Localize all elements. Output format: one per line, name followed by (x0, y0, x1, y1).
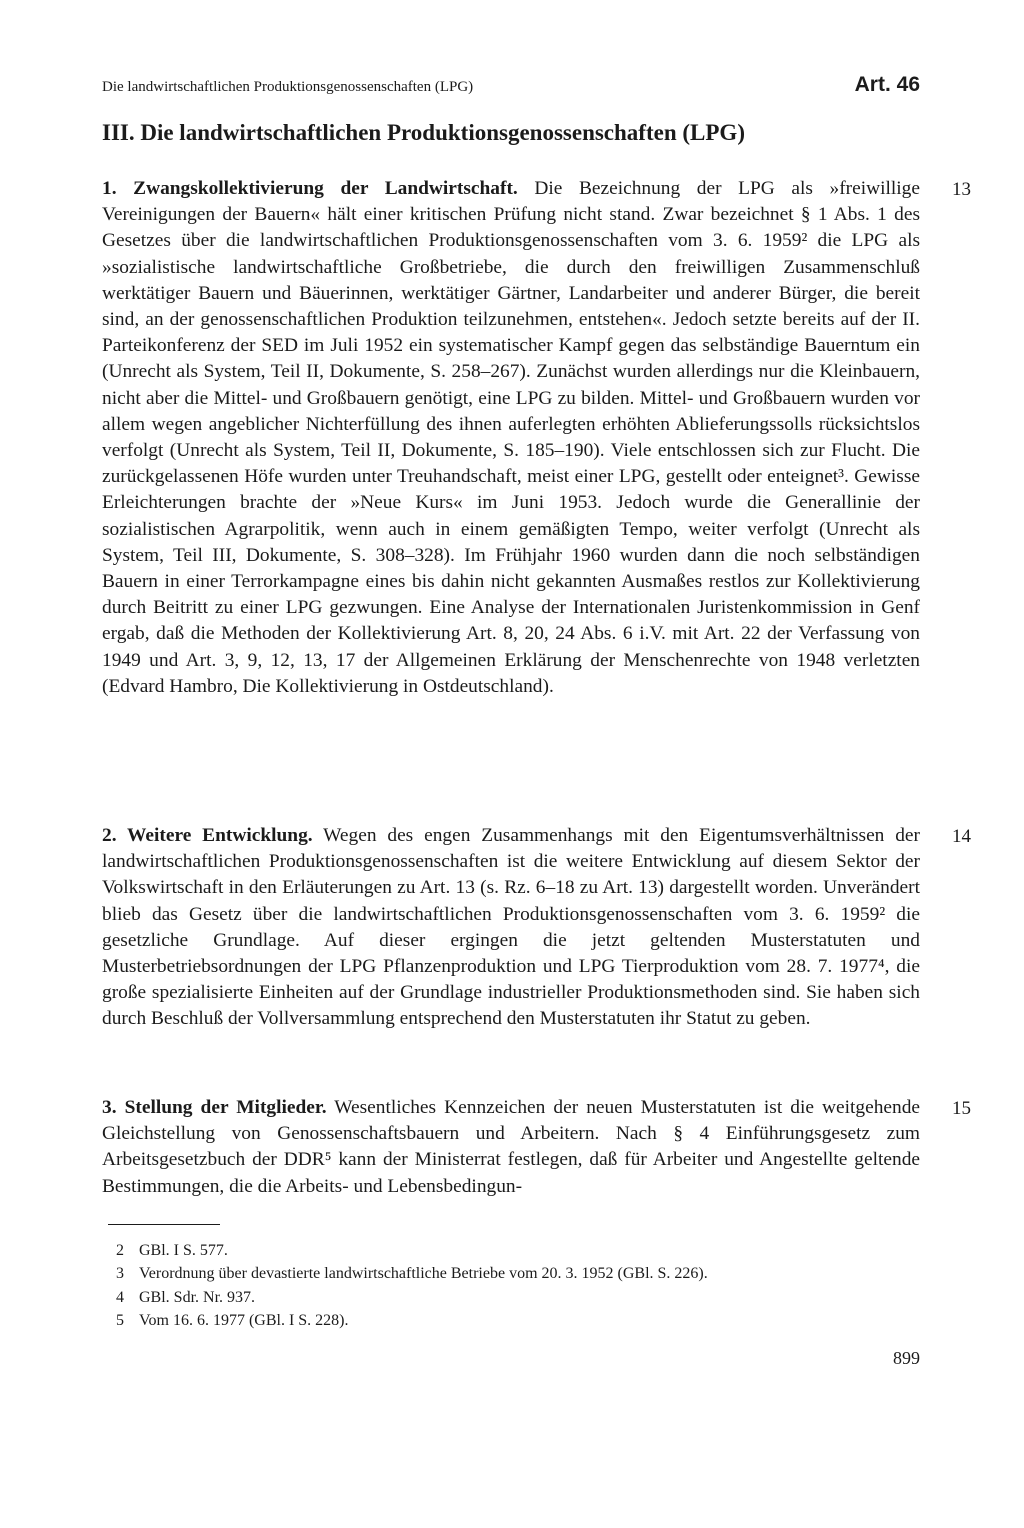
footnote-number: 2 (116, 1242, 124, 1259)
paragraph-stellung-der-mitglieder (102, 1095, 920, 1200)
paragraph-lead: 1. Zwangskollektivierung der Landwirtschaft. (102, 178, 518, 199)
footnote-text: GBl. I S. 577. (139, 1242, 228, 1259)
running-head (102, 73, 920, 102)
footnote-text: GBl. Sdr. Nr. 937. (139, 1288, 256, 1306)
paragraph-weitere-entwicklung (102, 823, 920, 1033)
paragraph-lead: 3. Stellung der Mitglieder. (102, 1097, 327, 1118)
running-head-title: Die landwirtschaftlichen Produktionsgenossenschaften (LPG) (102, 79, 474, 95)
paragraph-lead: 2. Weitere Entwicklung. (102, 825, 313, 846)
footnote-text: Verordnung über devastierte landwirtschaftliche Betriebe vom 20. 3. 1952 (GBl. S. 226). (139, 1265, 708, 1283)
footnotes (116, 1239, 896, 1332)
margin-number: 15 (952, 1098, 971, 1119)
footnote-text: Vom 16. 6. 1977 (GBl. I S. 228). (139, 1311, 349, 1329)
footnote-number: 3 (116, 1265, 124, 1283)
footnote-divider (108, 1224, 220, 1225)
article-label: Art. 46 (854, 73, 920, 96)
section-heading: III. Die landwirtschaftlichen Produktionsgenossenschaften (LPG) (102, 120, 745, 145)
footnote (116, 1262, 896, 1285)
paragraph-body: Die Bezeichnung der LPG als »freiwillige Vereinigungen der Bauern« hält einer kritischen Prüfung nicht stand. Zwar bezeichnet § 1 Abs. 1 des Gesetzes über die landwirtschaftlichen Produktionsgenossenschaften vom 3. 6. 1959² die LPG als »sozialistische landwirtschaftliche Großbetriebe, die durch den freiwilligen Zusammenschluß werktätiger Bauern und Bäuerinnen, werktätiger Gärtner, Landarbeiter und anderer Bürger, die bereit sind, an der genossenschaftlichen Produktion teilzunehmen, entstehen«. Jedoch setzte bereits auf der II. Parteikonferenz der SED im Juli 1952 ein systematischer Kampf gegen das selbständige Bauerntum ein (Unrecht als System, Teil II, Dokumente, S. 258–267). Zunächst wurden allerdings nur die Kleinbauern, nicht aber die Mittel- und Großbauern genötigt, eine LPG zu bilden. Mittel- und Großbauern wurden vor allem wegen angeblicher Nichterfüllung des ihnen auferlegten erhöhten Ablieferungssolls rücksichtslos verfolgt (Unrecht als System, Teil II, Dokumente, S. 185–190). Viele entschlossen sich zur Flucht. Die zurückgelassenen Höfe wurden unter Treuhandschaft, meist einer LPG, gestellt oder enteignet³. Gewisse Erleichterungen brachte der »Neue Kurs« im Juni 1953. Jedoch wurde die Generallinie der sozialistischen Agrarpolitik, wenn auch in einem gemäßigten Tempo, weiter verfolgt (Unrecht als System, Teil III, Dokumente, S. 308–328). Im Frühjahr 1960 wurden dann die noch selbständigen Bauern in einer Terrorkampagne eines bis dahin nicht gekannten Ausmaßes restlos zur Kollektivierung durch Beitritt zu einer LPG gezwungen. Eine Analyse der Internationalen Juristenkommission in Genf ergab, daß die Methoden der Kollektivierung Art. 8, 20, 24 Abs. 6 i.V. mit Art. 22 der Verfassung von 1949 und Art. 3, 9, 12, 13, 17 der Allgemeinen Erklärung der Menschenrechte von 1948 verletzten (Edvard Hambro, Die Kollektivierung in Ostdeutschland). (102, 178, 920, 697)
footnote-number: 5 (116, 1311, 124, 1329)
margin-number: 13 (952, 179, 971, 200)
footnote-number: 4 (116, 1288, 124, 1306)
footnote (116, 1309, 896, 1332)
margin-number: 14 (952, 826, 971, 847)
page-number: 899 (893, 1348, 920, 1368)
paragraph-body: Wesentliches Kennzeichen der neuen Musterstatuten ist die weitgehende Gleichstellung von Genossenschaftsbauern und Arbeitern. Nach § 4 Einführungsgesetz zum Arbeitsgesetzbuch der DDR⁵ kann der Ministerrat festlegen, daß für Arbeiter und Angestellte geltende Bestimmungen, die die Arbeits- und Lebensbedingun- (102, 1097, 921, 1197)
paragraph-body: Wegen des engen Zusammenhangs mit den Eigentumsverhältnissen der landwirtschaftlichen Produktionsgenossenschaften ist die weitere Entwicklung auf diesem Sektor der Volkswirtschaft in den Erläuterungen zu Art. 13 (s. Rz. 6–18 zu Art. 13) dargestellt worden. Unverändert blieb das Gesetz über die landwirtschaftlichen Produktionsgenossenschaften vom 3. 6. 1959² die gesetzliche Grundlage. Auf dieser ergingen die jetzt geltenden Musterstatuten und Musterbetriebsordnungen der LPG Pflanzenproduktion und LPG Tierproduktion vom 28. 7. 1977⁴, die große spezialisierte Einheiten auf der Grundlage industrieller Produktionsmethoden sind. Sie haben sich durch Beschluß der Vollversammlung entsprechend den Musterstatuten ihr Statut zu geben. (102, 825, 920, 1030)
footnote (116, 1286, 896, 1309)
paragraph-zwangskollektivierung (102, 176, 920, 700)
footnote (116, 1239, 896, 1262)
